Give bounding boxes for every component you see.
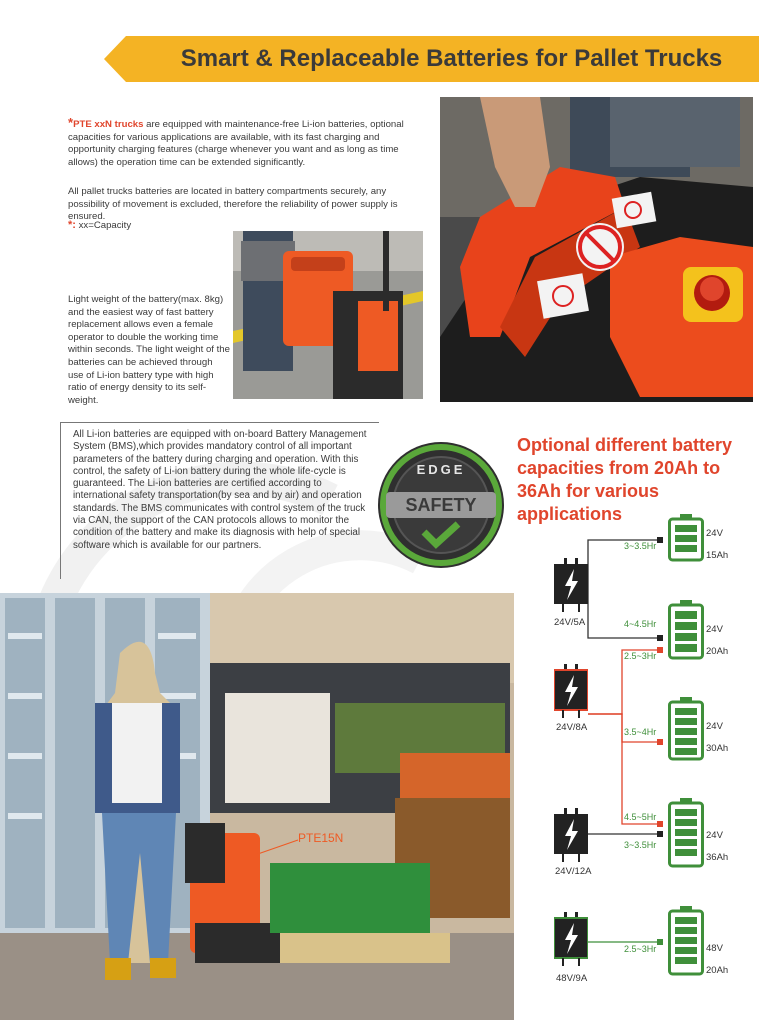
- battery-voltage: 24V: [706, 528, 723, 539]
- charger-label: 24V/12A: [555, 866, 592, 877]
- battery-icon: [668, 697, 704, 761]
- model-highlight: PTE xxN trucks: [73, 119, 144, 130]
- battery-voltage: 24V: [706, 721, 723, 732]
- battery-carry-photo: [233, 231, 423, 399]
- asterisk-mark: *: [68, 115, 74, 130]
- page-title: Smart & Replaceable Batteries for Pallet Trucks: [180, 45, 723, 72]
- lightning-icon: [554, 808, 588, 862]
- battery-24v-36ah: [668, 798, 704, 868]
- charger-24v8a: [554, 664, 588, 718]
- supermarket-photo: [0, 593, 514, 1020]
- light-weight-paragraph: Light weight of the battery(max. 8kg) and the easiest way of fast battery replacement allows even a female operator to double the working time within seconds. The light weight of the batteries can be achieved through use of Li-ion battery type with high ratio of energy density to its self-weight.: [68, 294, 230, 406]
- badge-safety-text: SAFETY: [405, 495, 477, 515]
- battery-icon: [668, 906, 704, 976]
- charger-label: 48V/9A: [556, 973, 588, 984]
- options-heading: Optional different battery capacities from 20Ah to 36Ah for various applications: [517, 435, 733, 524]
- battery-24v-20ah: [668, 600, 704, 660]
- lightning-icon: [554, 558, 588, 612]
- charge-time-label: 3~3.5Hr: [624, 541, 657, 551]
- photo-model-label: PTE15N: [298, 831, 344, 845]
- battery-capacity: 20Ah: [706, 646, 729, 657]
- charger-24v12a: [554, 808, 588, 862]
- charge-time-label: 3~3.5Hr: [624, 840, 657, 850]
- battery-voltage: 48V: [706, 943, 723, 954]
- charge-time-label: 4~4.5Hr: [624, 619, 657, 629]
- charger-label: 24V/8A: [556, 722, 588, 733]
- battery-24v-15ah: [668, 514, 704, 562]
- badge-edge-text: EDGE: [416, 462, 466, 477]
- intro-paragraph: [68, 117, 428, 169]
- charger-48v9a: [554, 912, 588, 966]
- lightning-icon: [554, 664, 588, 718]
- battery-capacity: 36Ah: [706, 852, 729, 863]
- charger-24v5a: [554, 558, 588, 612]
- charge-time-label: 2.5~3Hr: [624, 944, 657, 954]
- footnote-text: xx=Capacity: [75, 220, 132, 231]
- bms-paragraph: All Li-ion batteries are equipped with on-board Battery Management System (BMS),which provides mandatory control of all important parameters of the battery during charging and operation. With this control, the safety of Li-ion battery during the whole life-cycle is guaranteed. The Li-ion batteries are certified according to international safety transportation(by sea and by air) and operation standards. The BMS communicates with control system of the truck via CAN, the support of the CAN protocols allows to monitor the condition of the battery and make its diagnosis with help of special software which is available for our partners.: [73, 429, 367, 551]
- footnote-asterisk: *:: [68, 219, 76, 231]
- compartment-paragraph: All pallet trucks batteries are located in battery compartments securely, any possibility of movement is excluded, therefore the reliability of power supply is ensured.: [68, 186, 398, 223]
- battery-capacity: 20Ah: [706, 965, 729, 976]
- battery-voltage: 24V: [706, 624, 723, 635]
- battery-closeup-photo: [440, 97, 753, 402]
- edge-safety-badge: [376, 440, 506, 570]
- battery-24v-30ah: [668, 697, 704, 761]
- battery-48v-20ah: [668, 906, 704, 976]
- intro-text: are equipped with maintenance-free Li-ion batteries, optional capacities for various applications are available, with its fast charging and opportunity charging features (charge whenever you want and as long as time allows) the operation time can be extended significantly.: [68, 119, 404, 168]
- charge-time-label: 4.5~5Hr: [624, 812, 657, 822]
- charge-time-label: 2.5~3Hr: [624, 651, 657, 661]
- lightning-icon: [554, 912, 588, 966]
- photo-label-leader: [252, 838, 302, 858]
- battery-icon: [668, 514, 704, 562]
- battery-voltage: 24V: [706, 830, 723, 841]
- battery-icon: [668, 798, 704, 868]
- battery-capacity: 15Ah: [706, 550, 729, 561]
- battery-icon: [668, 600, 704, 660]
- battery-capacity: 30Ah: [706, 743, 729, 754]
- charging-diagram: [500, 510, 759, 1010]
- charger-label: 24V/5A: [554, 617, 586, 628]
- charge-time-label: 3.5~4Hr: [624, 727, 657, 737]
